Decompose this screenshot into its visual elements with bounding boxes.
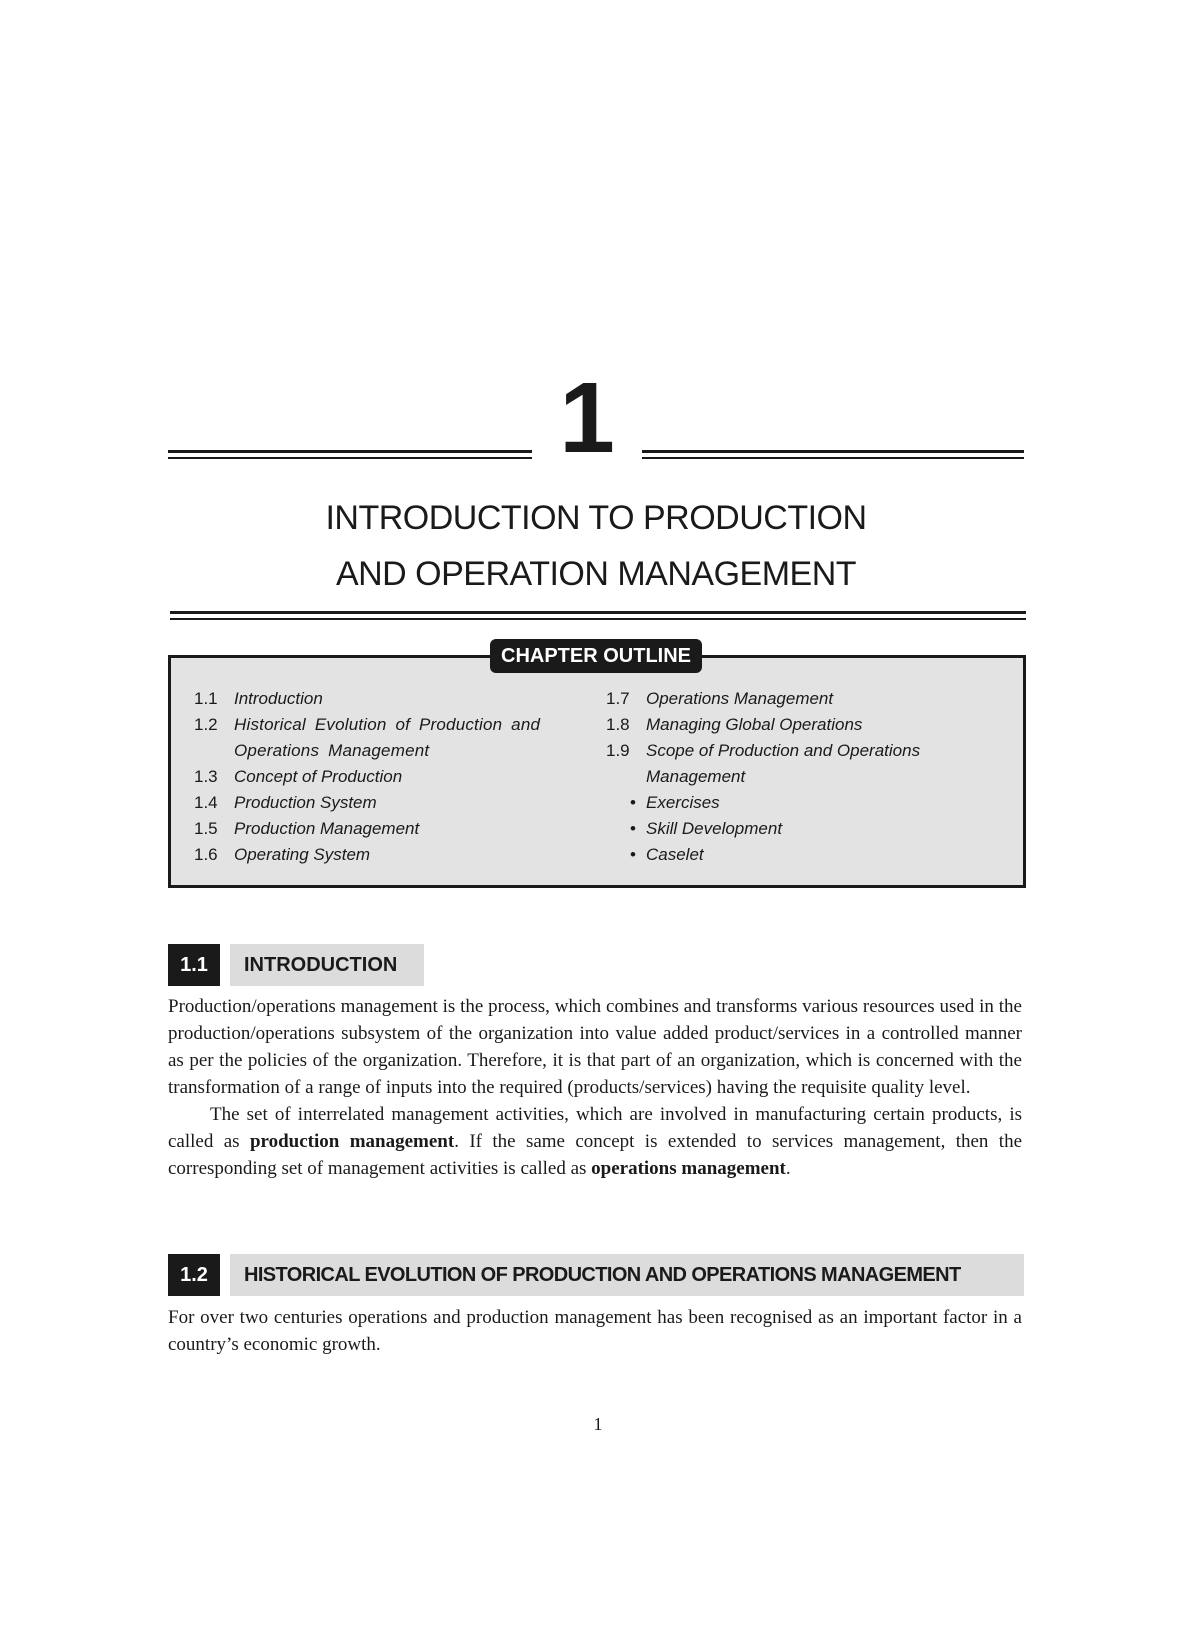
chapter-number: 1: [559, 362, 615, 474]
page-number: 1: [593, 1414, 603, 1434]
section-heading: INTRODUCTION: [230, 944, 424, 986]
section-2-body: [168, 1304, 1022, 1358]
title-rule: [170, 611, 1026, 620]
section-number-badge: 1.1: [168, 944, 220, 986]
outline-item: 1.6 Operating System: [194, 845, 371, 864]
outline-item: • Caselet: [630, 845, 704, 864]
paragraph: The set of interrelated management activities, which are involved in manufacturing certain products, is called as production management. If the same concept is extended to services management, then the corresponding set of management activities is called as operations management.: [168, 1104, 1023, 1179]
outline-item: • Exercises: [630, 793, 720, 812]
paragraph: Production/operations management is the process, which combines and transforms various resources used in the production/operations subsystem of the organization into value added product/services in a controlled manner as per the policies of the organization. Therefore, it is that part of an organization, which is concerned with the transformation of a range of inputs into the required (products/services) having the requisite quality level.: [168, 996, 1022, 1098]
paragraph: For over two centuries operations and production management has been recognised as an important factor in a country’s economic growth.: [168, 1307, 1022, 1355]
chapter-title-line-2: AND OPERATION MANAGEMENT: [335, 555, 857, 593]
outline-item: 1.7 Operations Management: [606, 689, 834, 708]
chapter-rule-left: [168, 450, 532, 459]
chapter-outline-label: CHAPTER OUTLINE: [490, 639, 702, 673]
outline-item: 1.3 Concept of Production: [194, 767, 403, 786]
section-heading: HISTORICAL EVOLUTION OF PRODUCTION AND OPERATIONS MANAGEMENT: [230, 1254, 1024, 1296]
bold-term: production management: [249, 1131, 455, 1152]
chapter-rule-right: [642, 450, 1024, 459]
section-1-body: [168, 993, 1022, 1182]
outline-column-right: [606, 686, 1006, 868]
outline-column-left: [194, 686, 594, 868]
outline-item: 1.2 Historical Evolution of Production and Operations Management: [194, 715, 541, 760]
chapter-title: [168, 490, 1024, 602]
bold-term: operations management: [591, 1158, 786, 1179]
chapter-title-line-1: INTRODUCTION TO PRODUCTION: [325, 499, 867, 537]
outline-item: 1.5 Production Management: [194, 819, 420, 838]
outline-item: 1.4 Production System: [194, 793, 377, 812]
outline-item: 1.1 Introduction: [194, 689, 323, 708]
section-number-badge: 1.2: [168, 1254, 220, 1296]
outline-item: • Skill Development: [630, 819, 783, 838]
outline-item: 1.8 Managing Global Operations: [606, 715, 863, 734]
chapter-header: [168, 362, 1024, 474]
outline-item: 1.9 Scope of Production and Operations Management: [606, 741, 921, 786]
